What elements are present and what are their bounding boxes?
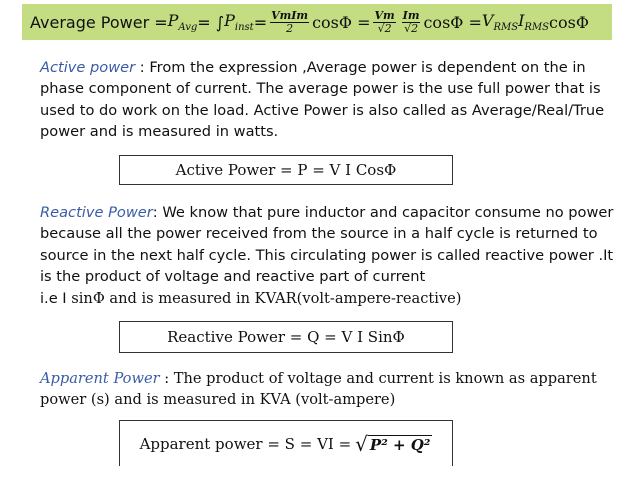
reactive-power-tail: sinΦ and is measured in KVAR(volt-ampere-reactive) xyxy=(71,289,462,307)
banner-integral: = ∫ xyxy=(197,12,225,32)
banner-cos-3: cosΦ xyxy=(549,12,589,32)
reactive-power-heading: Reactive Power xyxy=(40,204,153,221)
apparent-power-heading: Apparent Power xyxy=(40,370,160,387)
banner-cos-2: cosΦ = xyxy=(423,12,482,32)
active-power-paragraph xyxy=(40,57,620,143)
active-power-text: : From the expression ,Average power is dependent on the in phase component of current. The average power is the use full power that is used to do work on the load. Active Power is also called as Average/Real/True power and is measured in watts. xyxy=(40,59,605,141)
banner-label: Average Power = xyxy=(30,12,168,32)
apparent-power-paragraph xyxy=(40,368,600,411)
banner-equals: = xyxy=(253,12,268,32)
banner-cos-1: cosΦ = xyxy=(312,12,371,32)
vrms-symbol: $V_{RMS}$ xyxy=(481,10,519,34)
reactive-power-text: : We know that pure inductor and capacitor consume no power because all the power received from the source in a half cycle is returned to source in the next half cycle. This circulating power is called reactive power .It is the product of voltage and reactive part of current xyxy=(40,204,614,286)
apparent-power-formula-box xyxy=(119,420,453,466)
active-power-formula: Active Power = P = V I CosΦ xyxy=(175,161,397,179)
fraction-im-over-root2: $\frac{Im}{√2}$ xyxy=(402,8,420,35)
irms-symbol: $I_{RMS}$ xyxy=(518,10,550,34)
apparent-power-formula: Apparent power = S = VI = xyxy=(139,434,352,453)
apparent-power-text: : The product of voltage and current is known as apparent power (s) and is measured in KVA (volt-ampere) xyxy=(40,370,597,409)
reactive-power-formula: Reactive Power = Q = V I SinΦ xyxy=(167,328,405,346)
p-inst-symbol: $P_{inst}$ xyxy=(224,10,254,34)
fraction-vm-over-root2: $\frac{Vm}{√2}$ xyxy=(374,8,395,35)
active-power-heading: Active power xyxy=(40,59,136,76)
radicand: P² + Q² xyxy=(369,435,431,454)
fraction-vmim-over-2: $\frac{\text{VmIm}}{2}$ xyxy=(271,8,309,35)
reactive-power-formula-box xyxy=(119,321,453,353)
average-power-banner xyxy=(22,4,612,40)
active-power-formula-box xyxy=(119,155,453,185)
square-root-symbol: √ P² + Q² xyxy=(355,431,431,456)
reactive-power-tail-prefix: i.e I xyxy=(40,289,72,307)
p-avg-symbol: $P_{Avg}$ xyxy=(167,10,198,34)
reactive-power-paragraph xyxy=(40,202,620,309)
